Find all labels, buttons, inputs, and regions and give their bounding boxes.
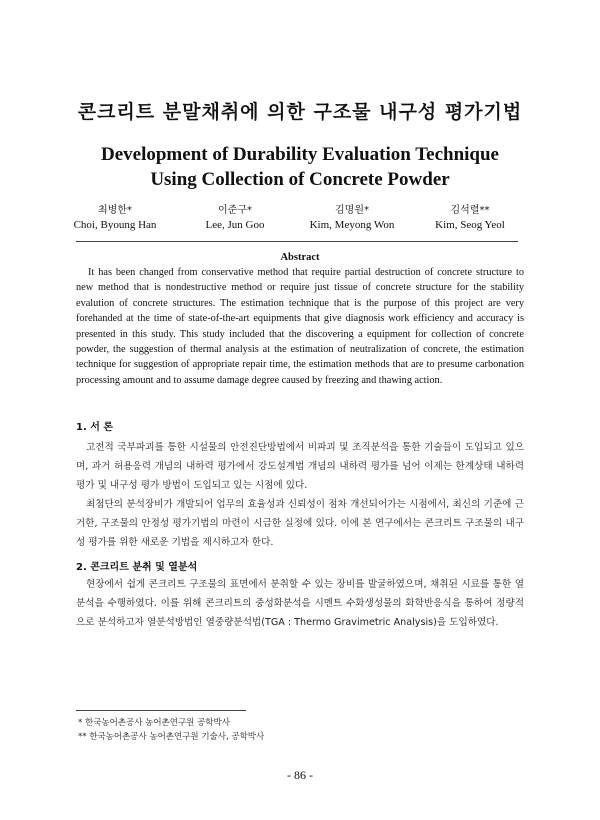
author-4 [415, 204, 525, 232]
english-title [0, 142, 600, 192]
english-title-line-1: Development of Durability Evaluation Technique [101, 144, 499, 165]
author-4-english-name: Kim, Seog Yeol [435, 219, 505, 231]
footnote-2: ** 한국농어촌공사 농어촌연구원 기술사, 공학박사 [78, 732, 265, 742]
author-2 [180, 204, 290, 232]
page-number: - 86 - [287, 768, 313, 782]
author-1-english-name: Choi, Byoung Han [73, 219, 157, 231]
section-1-paragraph-2: 최첨단의 분석장비가 개발되어 업무의 효율성과 신뢰성이 점차 개선되어가는 시점에서, 최신의 기준에 근거한, 구조물의 안정성 평가기법의 마련이 시급한 실정에 있다. 이에 본 연구에서는 콘크리트 구조물의 내구성 평가를 위한 새로운 기법을 제시하고자 한다. [76, 499, 524, 548]
abstract-text: It has been changed from conservative method that require partial destruction of concrete structure to new method that is nondestructive method or require just tissue of concrete structure for the stability evalution of concrete structures. The estimation technique that is the purpose of this project are very forehanded at the time of state-of-the-art equipments that give diagnosis work efficiency and accuracy is presented in this study. This study included that the discovering a equipment for collection of concrete powder, the suggestion of thermal analysis at the estimation of neutralization of concrete, the estimation technique for suggestion of appropriate repair time, the estimation methods that are to presume carbonation processing amount and to assume damage degree caused by freezing and thawing action. [76, 267, 524, 386]
section-1-heading: 1. 서 론 [76, 422, 114, 433]
abstract-divider [76, 241, 518, 242]
author-2-korean-name: 이준구* [218, 205, 252, 216]
author-1-korean-name: 최병한* [98, 205, 132, 216]
section-1-paragraph-1: 고전적 국부파괴를 통한 시설물의 안전진단방법에서 비파괴 및 조직분석을 통한 기술들이 도입되고 있으며, 과거 허용응력 개념의 내하력 평가에서 강도설계법 개념의 내하력 평가를 넘어 이제는 한계상태 내하력 평가 및 내구성 평가 방법이 도입되고 있는 시점에 있다. [76, 442, 524, 491]
section-2-paragraph-1: 현장에서 쉽게 콘크리트 구조물의 표면에서 분취할 수 있는 장비를 발굴하였으며, 채취된 시료를 통한 열분석을 수행하였다. 이를 위해 콘크리트의 중성화분석을 시멘트 수화생성물의 화학반응식을 통하여 정량적으로 분석하고자 열분석방법인 열중량분석법(TGA : Thermo Gravimetric Analysis)을 도입하였다. [76, 579, 524, 628]
author-4-korean-name: 김석렬** [450, 205, 490, 216]
korean-title: 콘크리트 분말채취에 의한 구조물 내구성 평가기법 [77, 101, 523, 123]
abstract-heading: Abstract [280, 252, 320, 263]
english-title-line-2: Using Collection of Concrete Powder [150, 169, 450, 190]
footnote-divider [76, 710, 246, 711]
author-3-english-name: Kim, Meyong Won [309, 219, 395, 231]
footnote-1: * 한국농어촌공사 농어촌연구원 공학박사 [78, 718, 230, 728]
section-2-heading: 2. 콘크리트 분취 및 열분석 [76, 562, 198, 573]
author-2-english-name: Lee, Jun Goo [205, 219, 265, 231]
author-list [60, 204, 540, 238]
author-3-korean-name: 김명원* [335, 205, 369, 216]
author-1 [60, 204, 170, 232]
author-3 [292, 204, 412, 232]
